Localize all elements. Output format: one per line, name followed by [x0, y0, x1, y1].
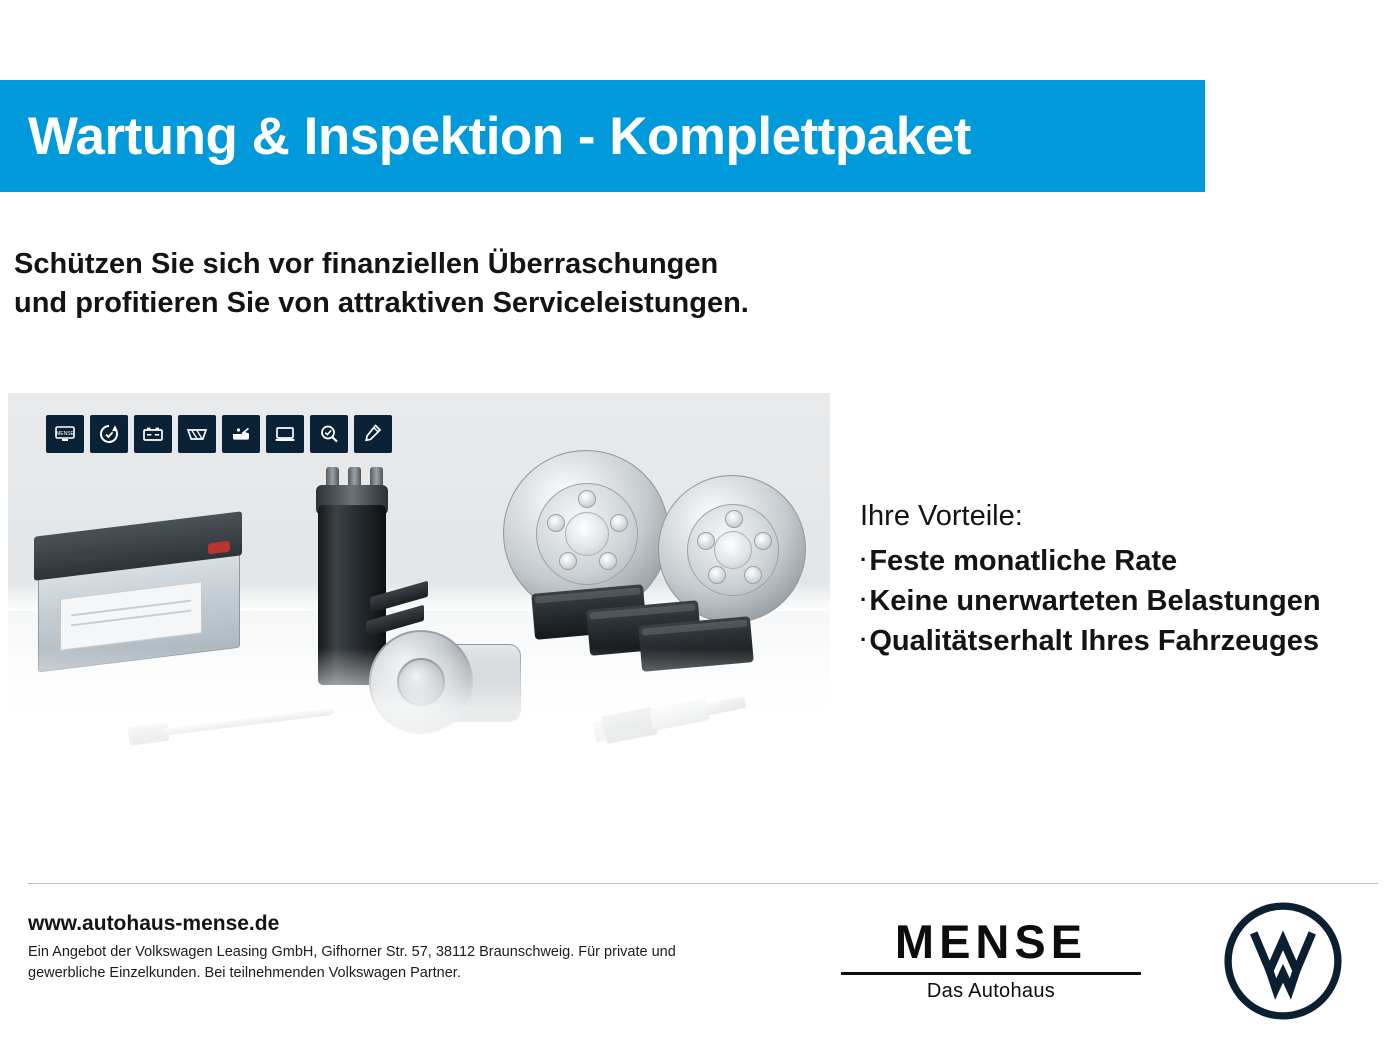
benefit-label-1: Feste monatliche Rate — [869, 545, 1178, 577]
benefit-label-2: Keine unerwarteten Belastungen — [869, 585, 1321, 618]
svg-text:MENSE: MENSE — [56, 431, 74, 437]
legal-line-2: private und gewerbliche Einzelkunden. Bei teilnehmenden Volkswagen Partner. — [28, 944, 676, 982]
benefit-item-3 — [860, 621, 1390, 661]
benefit-label-3: Qualitätserhalt Ihres Fahrzeuges — [869, 625, 1319, 658]
diagnostics-laptop-icon — [266, 415, 304, 453]
legal-disclaimer — [28, 942, 728, 984]
dealer-website-url[interactable]: www.autohaus-mense.de — [28, 912, 280, 935]
benefit-item-1 — [860, 541, 1390, 581]
bullet-icon: · — [860, 547, 868, 572]
footer-divider — [28, 883, 1378, 884]
brake-pad-image-3 — [638, 616, 754, 672]
oil-change-icon — [90, 415, 128, 453]
subheadline-line-2: und profitieren Sie von attraktiven Serviceleistungen. — [14, 286, 749, 319]
bullet-icon: · — [860, 587, 868, 613]
dealer-logo — [836, 915, 1146, 1003]
oil-can-icon — [222, 415, 260, 453]
service-icon-strip — [46, 415, 392, 453]
wiper-blade-icon — [178, 415, 216, 453]
benefit-item-2 — [860, 581, 1390, 621]
dealer-logo-tagline: Das Autohaus — [926, 980, 1056, 1002]
benefits-title: Ihre Vorteile: — [860, 500, 1023, 532]
car-battery-image — [30, 518, 255, 668]
dealer-logo-rule — [841, 972, 1141, 975]
ac-compressor-image — [363, 608, 523, 758]
product-photo — [8, 393, 830, 805]
spark-plug-icon — [354, 415, 392, 453]
check-magnifier-icon — [310, 415, 348, 453]
benefits-block — [860, 500, 1390, 661]
subheadline-line-1: Schützen Sie sich vor finanziellen Überraschungen — [14, 248, 719, 280]
bullet-icon: · — [860, 627, 868, 653]
headline-banner — [0, 80, 1205, 192]
dealer-logo-name: MENSE — [894, 915, 1088, 968]
headline-text: Wartung & Inspektion - Komplettpaket — [28, 106, 971, 166]
subheadline — [14, 245, 914, 322]
legal-line-1: Ein Angebot der Volkswagen Leasing GmbH, Gifhorner Str. 57, 38112 Braunschweig. Für — [28, 944, 601, 960]
volkswagen-logo — [1222, 900, 1344, 1022]
battery-icon — [134, 415, 172, 453]
inspection-icon — [46, 415, 84, 453]
